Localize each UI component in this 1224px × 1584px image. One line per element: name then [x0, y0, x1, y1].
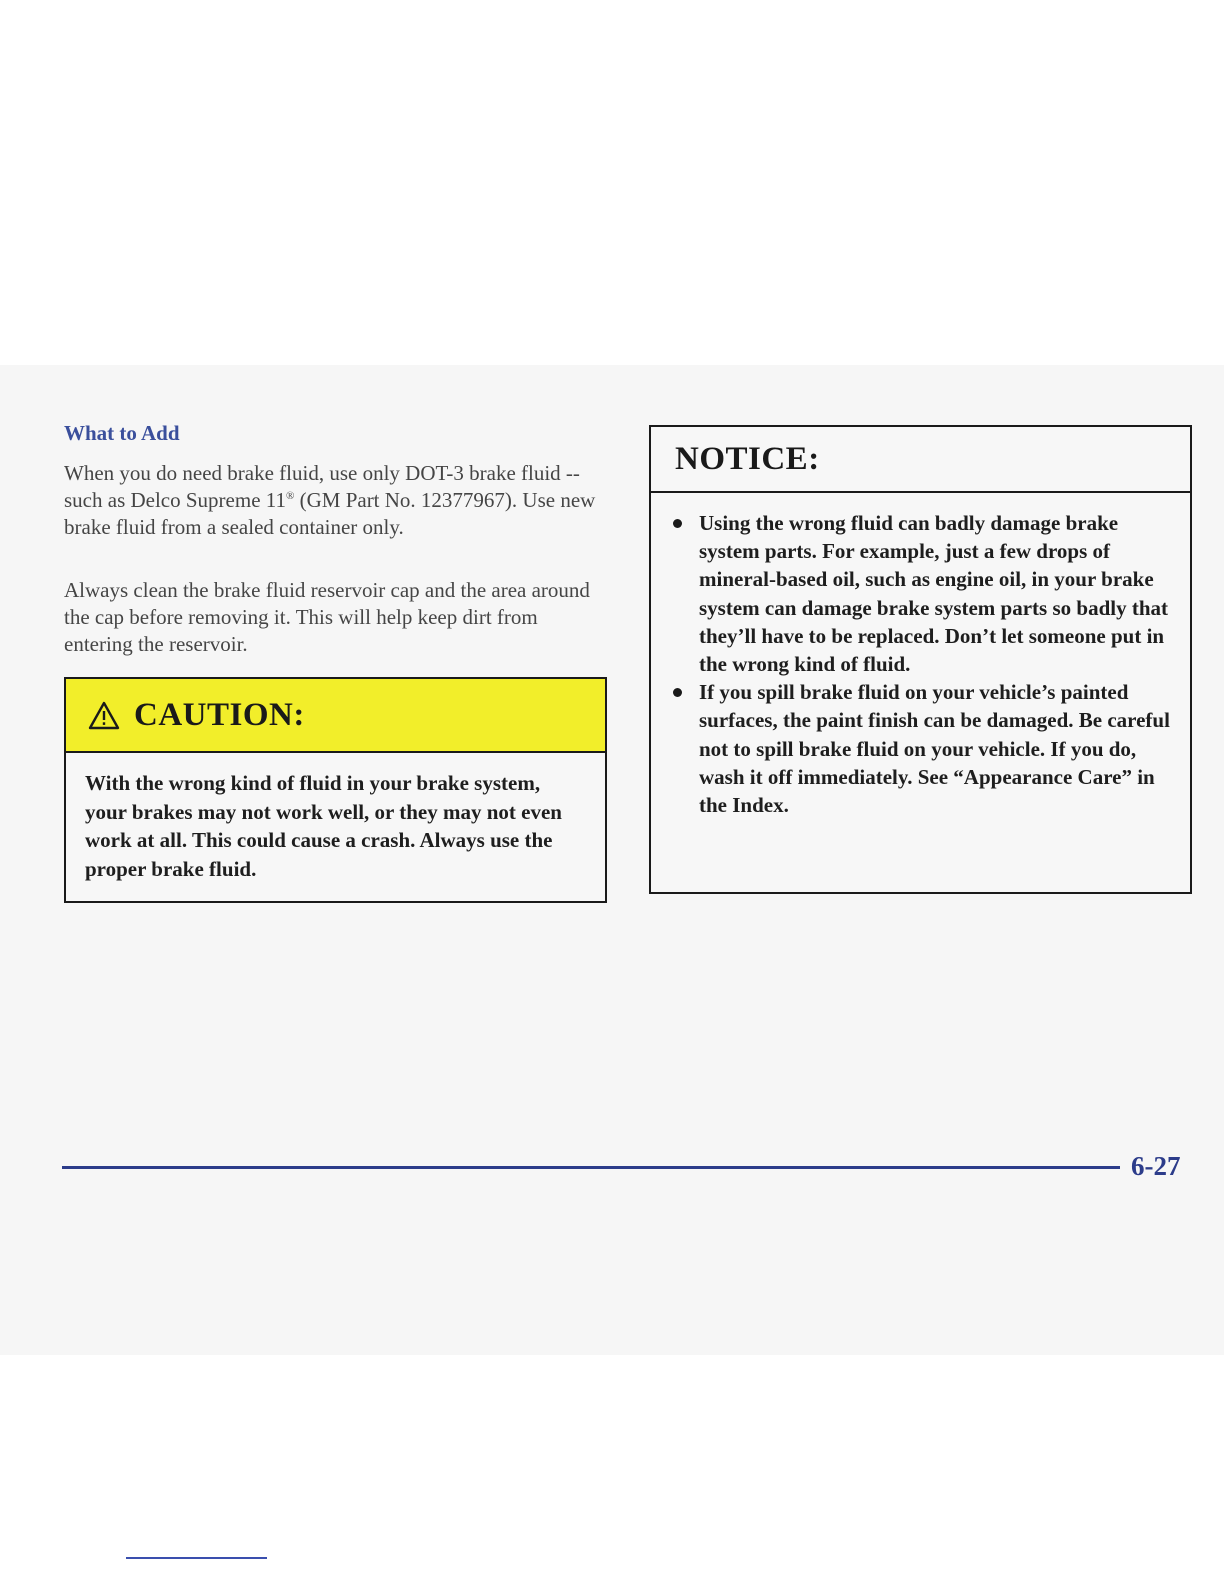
notice-item-text: Using the wrong fluid can badly damage brake system parts. For example, just a few drops of mineral-based oil, such as engine oil, in your brake system can damage brake system parts so badly that they’ll have to be replaced. Don’t let someone put in the wrong kind of fluid.: [699, 511, 1168, 677]
registered-mark: ®: [286, 490, 295, 502]
bottom-rule: [126, 1557, 267, 1559]
footer-rule: [62, 1166, 1120, 1169]
paragraph-text-start: When you do need brake fluid, use only DOT-3 brake fluid -- such as Delco Supreme 11: [64, 461, 580, 512]
notice-item: [651, 678, 1176, 819]
reservoir-cap-paragraph: Always clean the brake fluid reservoir cap and the area around the cap before removing it. This will help keep dirt from entering the reservoir.: [64, 578, 590, 656]
caution-title: CAUTION:: [134, 696, 305, 733]
caution-body: With the wrong kind of fluid in your brake system, your brakes may not work well, or they may not even work at all. This could cause a crash. Always use the proper brake fluid.: [85, 771, 562, 881]
paragraph-text-end: (GM Part No. 12377967). Use new brake fluid from a sealed container only.: [64, 488, 596, 539]
notice-title: NOTICE:: [675, 440, 820, 477]
notice-box: [649, 425, 1192, 894]
warning-triangle-icon: [88, 701, 120, 730]
brake-fluid-paragraph: [64, 460, 604, 541]
notice-item: [651, 509, 1176, 678]
notice-header: [651, 427, 1190, 493]
caution-header: [66, 679, 605, 753]
section-heading: What to Add: [64, 421, 180, 445]
notice-item-text: If you spill brake fluid on your vehicle’s painted surfaces, the paint finish can be damaged. Be careful not to spill brake fluid on your vehicle. If you do, wash it off immediately. See “Appearance Care” in the Index.: [699, 680, 1170, 818]
bullet-icon: [673, 688, 682, 697]
bullet-icon: [673, 519, 682, 528]
caution-box: [64, 677, 607, 903]
page-number: 6-27: [1131, 1151, 1181, 1181]
notice-list: [651, 509, 1176, 819]
